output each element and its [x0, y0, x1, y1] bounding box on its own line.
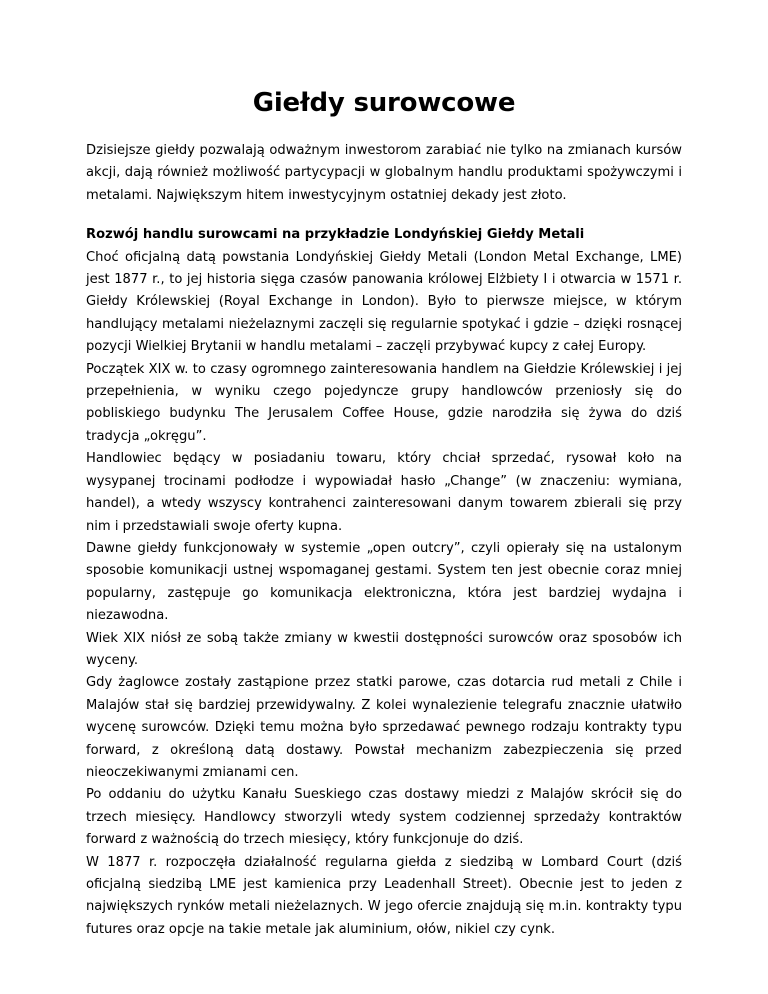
paragraph-lme-today: W 1877 r. rozpoczęła działalność regularna giełda z siedzibą w Lombard Court (dziś oficjalną siedzibą LME jest kamienica przy Leadenhall Street). Obecnie jest to jeden z największych rynków metali nieżelaznych. W jego ofercie znajdują się m.in. kontrakty typu futures oraz opcje na takie metale jak aluminium, ołów, nikiel czy cynk. — [86, 854, 682, 937]
document-page — [86, 86, 682, 941]
intro-paragraph: Dzisiejsze giełdy pozwalają odważnym inwestorom zarabiać nie tylko na zmianach kursów akcji, dają również możliwość partycypacji w globalnym handlu produktami spożywczymi i metalami. Największym hitem inwestycyjnym ostatniej dekady jest złoto. — [86, 143, 682, 203]
document-title: Giełdy surowcowe — [252, 88, 516, 118]
section-body — [86, 247, 682, 942]
paragraph-ring-tradition: Handlowiec będący w posiadaniu towaru, który chciał sprzedać, rysował koło na wysypanej trocinami podłodze i wypowiadał hasło „Change” (w znaczeniu: wymiana, handel), a wtedy wszyscy kontrahenci zainteresowani danym towarem zbierali się przy nim i przedstawiali swoje oferty kupna. — [86, 451, 682, 534]
paragraph-open-outcry: Dawne giełdy funkcjonowały w systemie „open outcry”, czyli opierały się na ustalonym sposobie komunikacji ustnej wspomaganej gestami. System ten jest obecnie coraz mniej popularny, zastępuje go komunikacja elektroniczna, która jest bardziej wydajna i niezawodna. — [86, 540, 682, 624]
paragraph-coffee-house: Początek XIX w. to czasy ogromnego zainteresowania handlem na Giełdzie Królewskiej i jej przepełnienia, w wyniku czego pojedyncze grupy handlowców przeniosły się do pobliskiego budynku The Jerusalem Coffee House, gdzie narodziła się żywa do dziś tradycja „okręgu”. — [86, 361, 682, 444]
paragraph-19th-century: Wiek XIX niósł ze sobą także zmiany w kwestii dostępności surowców oraz sposobów ich wyceny. — [86, 630, 682, 668]
paragraph-suez-canal: Po oddaniu do użytku Kanału Sueskiego czas dostawy miedzi z Malajów skrócił się do trzech miesięcy. Handlowcy stworzyli wtedy system codziennej sprzedaży kontraktów forward z ważnością do trzech miesięcy, który funkcjonuje do dziś. — [86, 787, 682, 848]
section-heading: Rozwój handlu surowcami na przykładzie Londyńskiej Giełdy Metali — [86, 227, 585, 243]
paragraph-steamships-telegraph: Gdy żaglowce zostały zastąpione przez statki parowe, czas dotarcia rud metali z Chile i Malajów stał się bardziej przewidywalny. Z kolei wynalezienie telegrafu znacznie ułatwiło wycenę surowców. Dzięki temu można było sprzedawać pewnego rodzaju kontrakty typu forward, z określoną datą dostawy. Powstał mechanizm zabezpieczenia się przed nieoczekiwanymi zmianami cen. — [86, 675, 682, 780]
paragraph-lme-origins: Choć oficjalną datą powstania Londyńskiej Giełdy Metali (London Metal Exchange, LME) jest 1877 r., to jej historia sięga czasów panowania królowej Elżbiety I i otwarcia w 1571 r. Giełdy Królewskiej (Royal Exchange in London). Było to pierwsze miejsce, w którym handlujący metalami nieżelaznymi zaczęli się regularnie spotykać i gdzie – dzięki rosnącej pozycji Wielkiej Brytanii w handlu metalami – zaczęli przybywać kupcy z całej Europy. — [86, 249, 682, 355]
